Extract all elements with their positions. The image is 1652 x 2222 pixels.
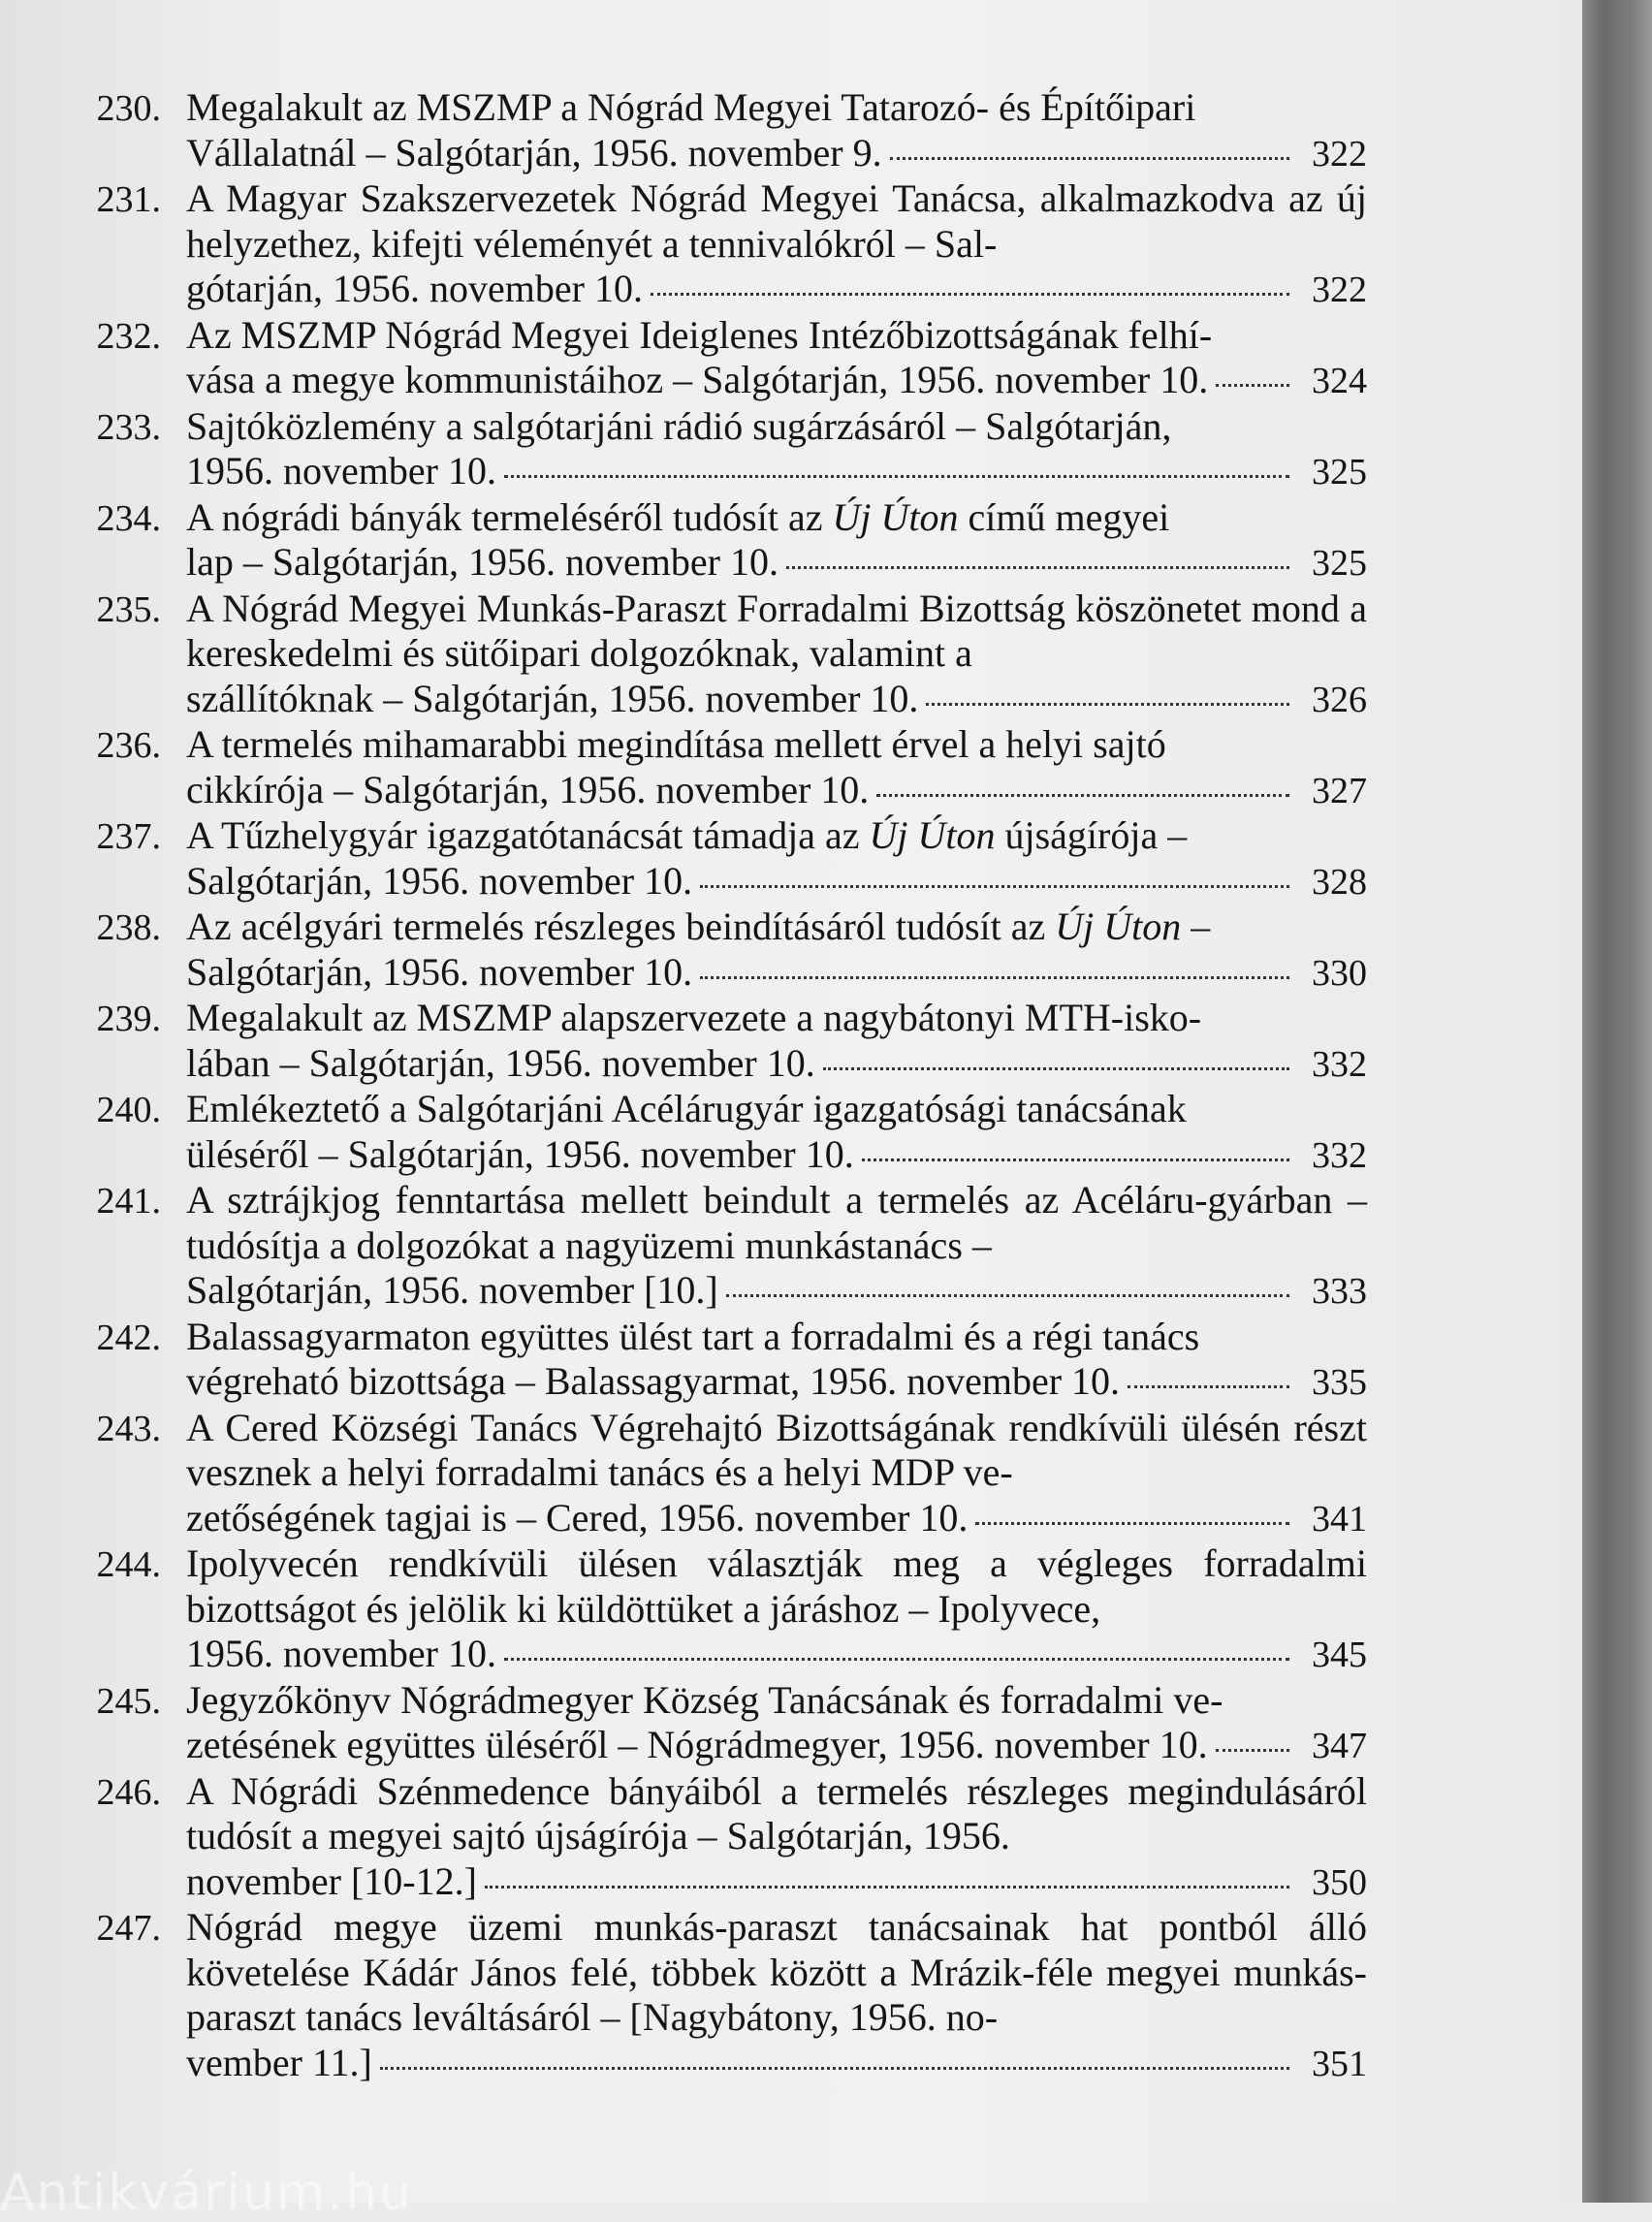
entry-last-line: [186, 358, 1367, 404]
toc-entry: [78, 1769, 1367, 1906]
entry-number: 236.: [96, 725, 161, 766]
page-number: 335: [1312, 1362, 1367, 1403]
entry-last-line: [186, 950, 1367, 997]
entry-title-end: végreható bizottsága – Balassagyarmat, 1956. november 10.: [186, 1359, 1121, 1403]
entry-title: A sztrájkjog fenntartása mellett beindult a termelés az Acéláru-gyárban – tudósítja a dolgozókat a nagyüzemi munkástanács –: [186, 1178, 1367, 1267]
toc-entry: [78, 1406, 1367, 1542]
entry-title-end: vása a megye kommunistáihoz – Salgótarján, 1956. november 10.: [186, 358, 1209, 401]
entry-number: 238.: [96, 907, 161, 948]
entry-body: [186, 404, 1367, 495]
page-number: 341: [1312, 1498, 1367, 1540]
entry-body: [186, 85, 1367, 176]
entry-number: 230.: [96, 88, 161, 129]
entry-title-end: november [10-12.]: [186, 1858, 477, 1903]
page-edge: [1582, 0, 1652, 2203]
entry-number: 244.: [96, 1544, 161, 1585]
entry-title-end: Salgótarján, 1956. november [10.]: [186, 1268, 718, 1312]
toc-entry: [78, 587, 1367, 723]
entry-last-line: [186, 1268, 1367, 1315]
watermark: Antikvárium.hu: [0, 2164, 413, 2222]
entry-last-line: [186, 540, 1367, 587]
dot-leader: [1216, 1749, 1289, 1752]
dot-leader: [975, 1522, 1289, 1525]
page-number: 347: [1312, 1726, 1367, 1766]
entry-title-end: Salgótarján, 1956. november 10.: [186, 858, 693, 903]
entry-body: [186, 1905, 1367, 2086]
toc-entry: [78, 996, 1367, 1087]
entry-number: 240.: [96, 1090, 161, 1130]
toc-entry: [78, 176, 1367, 313]
entry-title: Emlékeztető a Salgótarjáni Acélárugyár igazgatósági tanácsának: [186, 1087, 1187, 1130]
entry-title: Ipolyvecén rendkívüli ülésen választják meg a végleges forradalmi bizottságot és jelölik ki küldöttüket a járáshoz – Ipolyvece,: [186, 1541, 1367, 1631]
page-number: 333: [1312, 1271, 1367, 1312]
page-number: 325: [1312, 543, 1367, 584]
entry-number: 234.: [96, 497, 161, 539]
page-number: 327: [1312, 770, 1367, 811]
entry-last-line: [186, 131, 1367, 177]
dot-leader: [380, 2067, 1289, 2070]
entry-title: A Nógrád Megyei Munkás-Paraszt Forradalmi Bizottság köszönetet mond a kereskedelmi és sütőipari dolgozóknak, valamint a: [186, 586, 1367, 675]
entry-last-line: [186, 859, 1367, 905]
entry-number: 232.: [96, 315, 161, 357]
entry-number: 246.: [96, 1771, 161, 1813]
dot-leader: [504, 475, 1289, 478]
entry-body: [186, 996, 1367, 1087]
page-number: 345: [1312, 1635, 1367, 1675]
entry-title-end: zetőségének tagjai is – Cered, 1956. november 10.: [186, 1495, 969, 1540]
toc-entry: [78, 1315, 1367, 1406]
entry-title-end: zetésének együttes üléséről – Nógrádmegyer, 1956. november 10.: [186, 1723, 1208, 1766]
dot-leader: [485, 1886, 1289, 1889]
entry-number: 235.: [96, 588, 161, 630]
dot-leader: [1216, 384, 1289, 387]
entry-title-end: lap – Salgótarján, 1956. november 10.: [186, 540, 778, 584]
toc-entry: [78, 813, 1367, 905]
toc-entry: [78, 1087, 1367, 1178]
entry-body: [186, 176, 1367, 313]
entry-title-end: 1956. november 10.: [186, 449, 496, 492]
toc-entry: [78, 313, 1367, 404]
page-number: 332: [1312, 1043, 1367, 1085]
entry-last-line: [186, 1496, 1367, 1542]
dot-leader: [700, 976, 1289, 979]
entry-body: [186, 1769, 1367, 1906]
table-of-contents: [78, 85, 1367, 2086]
entry-last-line: [186, 267, 1367, 313]
page-number: 322: [1312, 133, 1367, 175]
entry-title-end: Salgótarján, 1956. november 10.: [186, 949, 693, 994]
toc-entry: [78, 404, 1367, 495]
entry-number: 242.: [96, 1317, 161, 1358]
entry-title: Jegyzőkönyv Nógrádmegyer Község Tanácsának és forradalmi ve-: [186, 1677, 1223, 1722]
entry-number: 243.: [96, 1408, 161, 1449]
entry-title: A Magyar Szakszervezetek Nógrád Megyei Tanácsa, alkalmazkodva az új helyzethez, kifejti véleményét a tennivalókról – Sal-: [186, 176, 1367, 266]
entry-title: Megalakult az MSZMP a Nógrád Megyei Tatarozó- és Építőipari: [186, 85, 1196, 129]
toc-entry: [78, 905, 1367, 996]
toc-entry: [78, 495, 1367, 587]
entry-number: 241.: [96, 1181, 161, 1222]
entry-title: Sajtóközlemény a salgótarjáni rádió sugárzásáról – Salgótarján,: [186, 403, 1172, 448]
entry-title: Az acélgyári termelés részleges beindításáról tudósít az Új Úton –: [186, 905, 1211, 948]
page-number: 350: [1312, 1861, 1367, 1903]
toc-entry: [78, 1678, 1367, 1769]
entry-last-line: [186, 768, 1367, 814]
entry-number: 245.: [96, 1680, 161, 1722]
entry-body: [186, 1406, 1367, 1542]
entry-body: [186, 813, 1367, 905]
entry-title: A Cered Községi Tanács Végrehajtó Bizottságának rendkívüli ülésén részt vesznek a helyi forradalmi tanács és a helyi MDP ve-: [186, 1405, 1367, 1494]
page-number: 330: [1312, 952, 1367, 994]
entry-title: A termelés mihamarabbi megindítása mellett érvel a helyi sajtó: [186, 722, 1166, 766]
dot-leader: [726, 1294, 1289, 1297]
entry-title-end: Vállalatnál – Salgótarján, 1956. november 9.: [186, 130, 882, 175]
entry-last-line: [186, 677, 1367, 723]
entry-title: Az MSZMP Nógrád Megyei Ideiglenes Intézőbizottságának felhí-: [186, 312, 1213, 357]
entry-body: [186, 1678, 1367, 1769]
entry-title-end: lában – Salgótarján, 1956. november 10.: [186, 1040, 815, 1085]
toc-entry: [78, 1178, 1367, 1315]
dot-leader: [926, 703, 1289, 706]
entry-last-line: [186, 1041, 1367, 1088]
entry-last-line: [186, 449, 1367, 495]
page-number: 322: [1312, 270, 1367, 310]
entry-title-end: gótarján, 1956. november 10.: [186, 267, 643, 310]
entry-title: Balassagyarmaton együttes ülést tart a forradalmi és a régi tanács: [186, 1314, 1200, 1358]
dot-leader: [823, 1067, 1289, 1070]
page-number: 332: [1312, 1134, 1367, 1176]
entry-last-line: [186, 1723, 1367, 1769]
entry-body: [186, 587, 1367, 723]
dot-leader: [651, 293, 1289, 296]
entry-body: [186, 1178, 1367, 1315]
entry-title: A Tűzhelygyár igazgatótanácsát támadja az Új Úton újságírója –: [186, 813, 1188, 857]
entry-title: A Nógrádi Szénmedence bányáiból a termelés részleges megindulásáról tudósít a megyei sajtó újságírója – Salgótarján, 1956.: [186, 1768, 1367, 1857]
entry-body: [186, 495, 1367, 587]
entry-number: 231.: [96, 179, 161, 220]
entry-number: 239.: [96, 999, 161, 1039]
entry-title-end: vember 11.]: [186, 2040, 372, 2084]
entry-body: [186, 1315, 1367, 1406]
entry-body: [186, 313, 1367, 404]
page-number: 326: [1312, 679, 1367, 720]
entry-last-line: [186, 1632, 1367, 1678]
dot-leader: [700, 885, 1289, 888]
page-number: 328: [1312, 861, 1367, 903]
entry-number: 247.: [96, 1908, 161, 1949]
dot-leader: [504, 1658, 1289, 1661]
dot-leader: [890, 157, 1289, 160]
entry-last-line: [186, 1859, 1367, 1906]
entry-number: 237.: [96, 816, 161, 857]
dot-leader: [862, 1159, 1289, 1161]
entry-body: [186, 722, 1367, 813]
toc-entry: [78, 1541, 1367, 1678]
entry-title: A nógrádi bányák termeléséről tudósít az Új Úton című megyei: [186, 494, 1170, 539]
entry-body: [186, 1541, 1367, 1678]
dot-leader: [1128, 1385, 1289, 1388]
entry-title-end: üléséről – Salgótarján, 1956. november 10.: [186, 1131, 854, 1176]
dot-leader: [876, 794, 1289, 797]
toc-entry: [78, 1905, 1367, 2086]
entry-title: Megalakult az MSZMP alapszervezete a nagybátonyi MTH-isko-: [186, 996, 1202, 1039]
page-number: 324: [1312, 361, 1367, 401]
page-number: 325: [1312, 452, 1367, 492]
entry-body: [186, 905, 1367, 996]
entry-title-end: 1956. november 10.: [186, 1632, 496, 1675]
entry-number: 233.: [96, 406, 161, 448]
entry-last-line: [186, 1359, 1367, 1406]
toc-entry: [78, 85, 1367, 176]
entry-last-line: [186, 2041, 1367, 2087]
entry-last-line: [186, 1132, 1367, 1179]
entry-title-end: szállítóknak – Salgótarján, 1956. november 10.: [186, 676, 919, 720]
toc-entry: [78, 722, 1367, 813]
dot-leader: [786, 566, 1289, 569]
entry-title: Nógrád megye üzemi munkás-paraszt tanácsainak hat pontból álló követelése Kádár János felé, többek között a Mrázik-féle megyei munkás-paraszt tanács leváltásáról – [Nagybátony, 1956. no-: [186, 1905, 1367, 2039]
page-number: 351: [1312, 2043, 1367, 2084]
entry-title-end: cikkírója – Salgótarján, 1956. november 10.: [186, 767, 870, 811]
entry-body: [186, 1087, 1367, 1178]
